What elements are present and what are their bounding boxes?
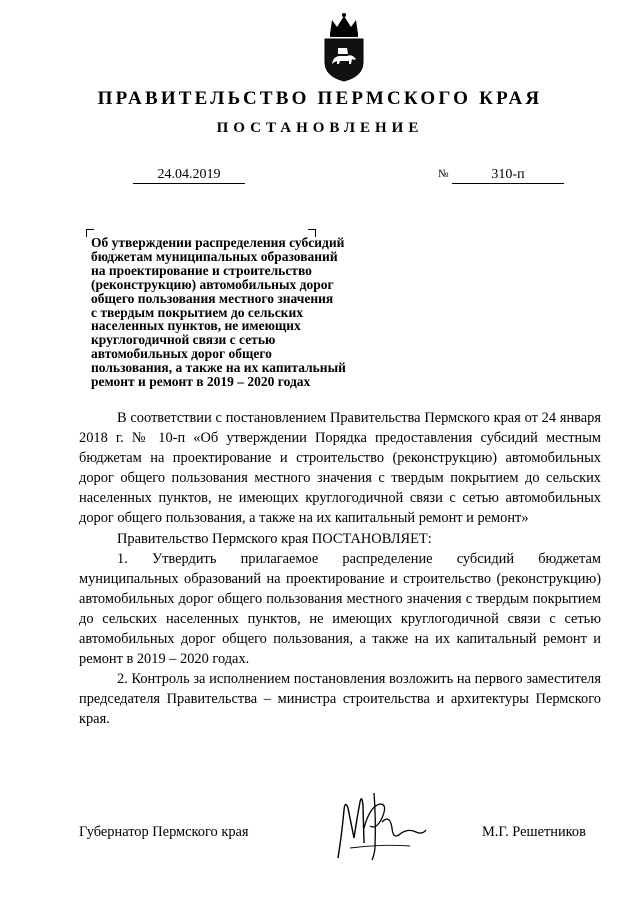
subject-line: с твердым покрытием до сельских [91,304,303,320]
document-subject [91,236,391,389]
coat-of-arms-icon [321,12,367,82]
subject-line: на проектирование и строительство [91,262,312,278]
subject-line: пользования, а также на их капитальный [91,360,346,376]
document-body [79,408,601,730]
subject-line: бюджетам муниципальных образований [91,248,338,264]
resolution-heading: Правительство Пермского края ПОСТАНОВЛЯЕТ: [117,530,432,547]
subject-line: (реконструкцию) автомобильных дорог [91,276,334,292]
subject-line: населенных пунктов, не имеющих [91,318,301,334]
clause-2-paragraph: 2. Контроль за исполнением постановления возложить на первого заместителя председателя Правительства – министра строительства и архитектуры Пермского края. [79,671,601,728]
signatory-name: М.Г. Решетников [482,824,586,840]
signatory-position: Губернатор Пермского края [79,824,249,840]
subject-line: ремонт и ремонт в 2019 – 2020 годах [91,374,311,390]
handwritten-signature [330,788,430,863]
subject-line: общего пользования местного значения [91,290,334,306]
document-date: 24.04.2019 [133,166,245,184]
number-sign: № [438,168,449,180]
document-number: 310-п [452,166,564,184]
organization-title: ПРАВИТЕЛЬСТВО ПЕРМСКОГО КРАЯ [97,88,543,109]
document-type: ПОСТАНОВЛЕНИЕ [216,120,424,136]
subject-line: Об утверждении распределения субсидий [91,235,345,250]
subject-line: круглогодичной связи с сетью [91,332,276,348]
preamble-paragraph: В соответствии с постановлением Правительства Пермского края от 24 января 2018 г. № 10-п «Об утверждении Порядка предоставления субсидий местным бюджетам на проектирование и строительство (реконструкцию) автомобильных дорог общего пользования местного значения с твердым покрытием до сельских населенных пунктов, не имеющих круглогодичной связи с сетью автомобильных дорог общего пользования, а также на их капитальный ремонт и ремонт» [79,410,601,527]
clause-1-paragraph: 1. Утвердить прилагаемое распределение субсидий бюджетам муниципальных образований на проектирование и строительство (реконструкцию) автомобильных дорог общего пользования местного значения с твердым покрытием до сельских населенных пунктов, не имеющих круглогодичной связи с сетью автомобильных дорог общего пользования, а также на их капитальный ремонт и ремонт в 2019 – 2020 годах. [79,550,601,668]
subject-line: автомобильных дорог общего [91,346,272,362]
